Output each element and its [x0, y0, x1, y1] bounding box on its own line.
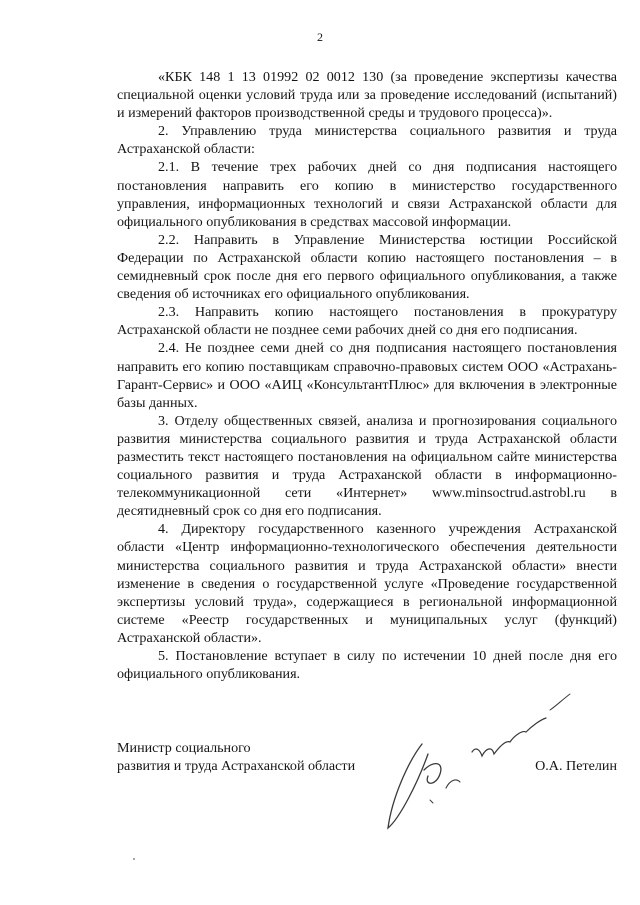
- paragraph-2-3: 2.3. Направить копию настоящего постановления в прокуратуру Астраханской области не позднее семи рабочих дней со дня его подписания.: [117, 304, 617, 339]
- paragraph-2-2: 2.2. Направить в Управление Министерства юстиции Российской Федерации по Астраханской области копию настоящего постановления – в семидневный срок после дня его первого официального опубликования, а также сведения об источниках его официального опубликования.: [117, 231, 617, 303]
- paragraph-2-1: 2.1. В течение трех рабочих дней со дня подписания настоящего постановления направить его копию в министерство государственного управления, информационных технологий и связи Астраханской области для официального опубликования в средствах массовой информации.: [117, 159, 617, 230]
- paragraph-4: 4. Директору государственного казенного учреждения Астраханской области «Центр информационно-технологического обеспечения деятельности министерства социального развития и труда Астраханской области» внести изменение в сведения о государственной услуге «Проведение государственной экспертизы условий труда», содержащиеся в региональной информационной системе «Реестр государственных и муниципальных услуг (функций) Астраханской области».: [117, 521, 617, 646]
- handwritten-signature: [380, 670, 580, 840]
- signatory-name: О.А. Петелин: [535, 758, 617, 774]
- paragraph-5: 5. Постановление вступает в силу по истечении 10 дней после дня его официального опубликования.: [117, 648, 617, 683]
- document-body: [117, 68, 617, 683]
- signatory-title-line-1: Министр социального: [117, 740, 251, 756]
- paragraph-2: 2. Управлению труда министерства социального развития и труда Астраханской области:: [117, 123, 617, 158]
- scan-speck: [133, 858, 135, 860]
- paragraph-2-4: 2.4. Не позднее семи дней со дня подписания настоящего постановления направить его копию поставщикам справочно-правовых систем ООО «Астрахань-Гарант-Сервис» и ООО «АИЦ «КонсультантПлюс» для включения в электронные базы данных.: [117, 340, 617, 411]
- paragraph-3: 3. Отделу общественных связей, анализа и прогнозирования социального развития министерства социального развития и труда Астраханской области разместить текст настоящего постановления на официальном сайте министерства социального развития и труда Астраханской области в информационно-телекоммуникационной сети «Интернет» www.minsoctrud.astrobl.ru в десятидневный срок со дня его подписания.: [117, 412, 617, 520]
- paragraph-kbk-continuation: «КБК 148 1 13 01992 02 0012 130 (за проведение экспертизы качества специальной оценки условий труда или за проведение исследований (испытаний) и измерений факторов производственной среды и трудового процесса)».: [117, 69, 617, 122]
- signatory-title-line-2: развития и труда Астраханской области: [117, 758, 356, 775]
- page-number: 2: [317, 30, 323, 44]
